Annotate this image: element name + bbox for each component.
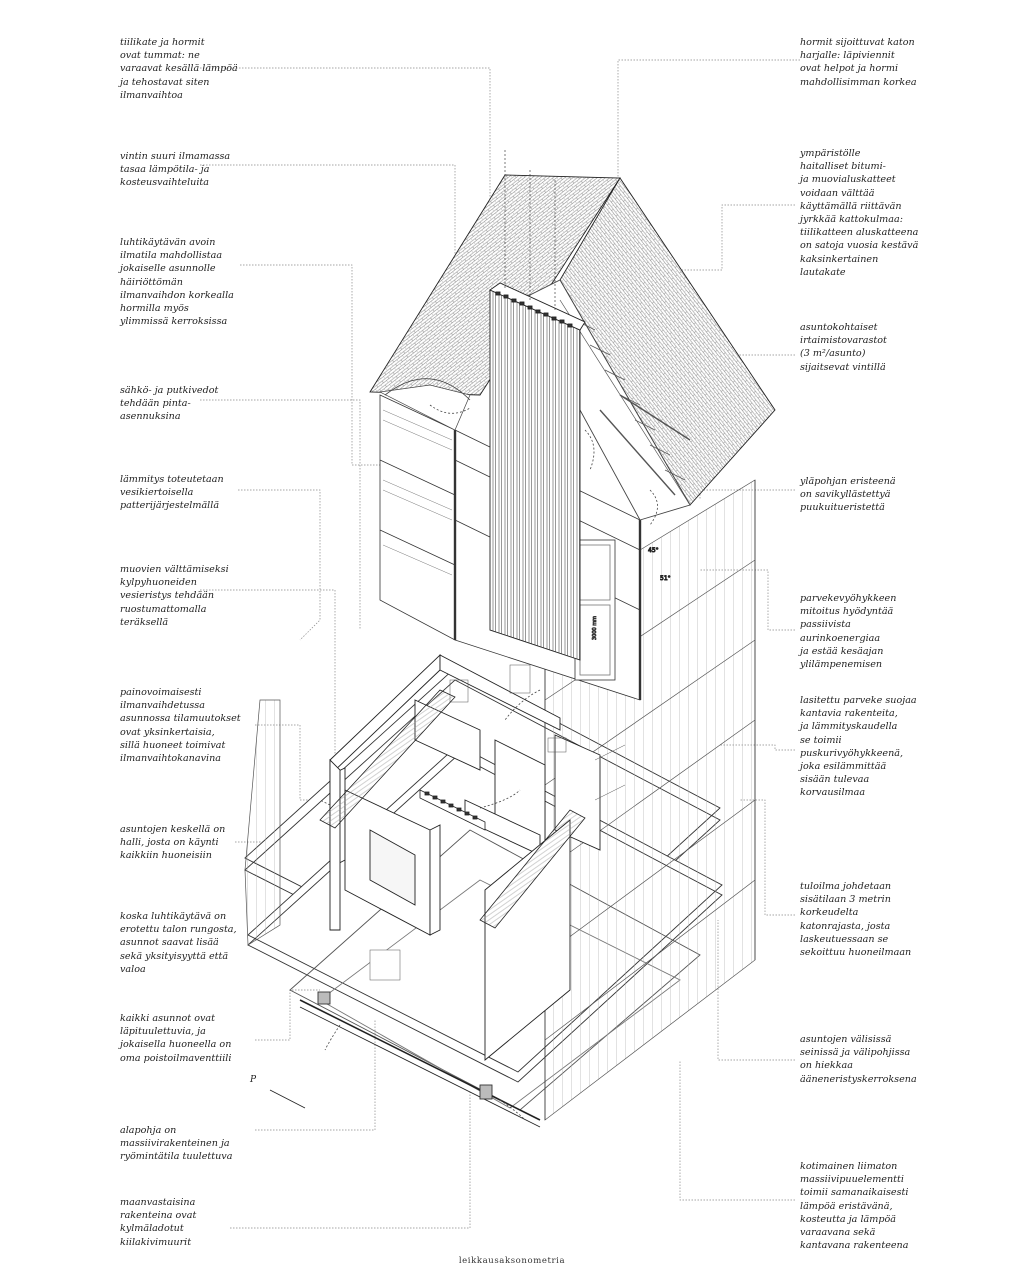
note-line: aurinkoenergiaa	[800, 632, 881, 644]
note-line: massiivipuuelementti	[800, 1174, 904, 1186]
note-line: sisätilaan 3 metrin	[800, 894, 891, 906]
left-note-6	[120, 563, 229, 629]
note-line: ja muovialuskatteet	[800, 174, 896, 186]
note-line: varaavana sekä	[800, 1227, 876, 1239]
note-line: jokaisella huoneella on	[120, 1039, 232, 1051]
note-line: lasitettu parveke suojaa	[800, 695, 917, 706]
note-line: seinissä ja välipohjissa	[800, 1047, 911, 1059]
note-line: patterijärjestelmällä	[120, 500, 220, 512]
note-line: sillä huoneet toimivat	[120, 739, 226, 751]
note-line: sijaitsevat vintillä	[800, 361, 886, 373]
left-note-9	[120, 910, 237, 976]
note-line: kaikkiin huoneisiin	[120, 850, 212, 862]
note-line: ovat yksinkertaisia,	[120, 726, 215, 738]
note-line: varaavat kesällä lämpöä	[120, 63, 238, 75]
note-line: lämmitys toteutetaan	[120, 474, 224, 485]
note-line: hormilla myös	[120, 303, 189, 315]
note-line: vesieristys tehdään	[120, 590, 215, 602]
note-line: koska luhtikäytävä on	[120, 911, 227, 922]
note-line: käyttämällä riittävän	[800, 200, 902, 212]
note-line: ruostumattomalla	[120, 603, 207, 615]
note-line: oma poistoilmaventtiili	[120, 1052, 232, 1064]
right-note-9	[800, 1160, 908, 1252]
note-line: teräksellä	[120, 616, 169, 628]
note-line: haitalliset bitumi-	[800, 161, 886, 173]
note-line: kiilakivimuurit	[120, 1236, 192, 1248]
note-line: mahdollisimman korkea	[800, 76, 917, 88]
note-line: valoa	[120, 963, 146, 975]
note-line: kylpyhuoneiden	[120, 577, 197, 589]
note-line: voidaan välttää	[800, 187, 875, 199]
dimension-label: 3000 mm	[592, 615, 598, 640]
right-note-4	[800, 475, 896, 515]
left-note-1	[120, 36, 238, 102]
note-line: tehdään pinta-	[120, 398, 191, 410]
note-line: lämpöä eristävänä,	[800, 1200, 893, 1212]
note-line: ilmanvaihdetussa	[120, 700, 205, 712]
note-line: tuloilma johdetaan	[800, 881, 892, 892]
left-note-11	[120, 1124, 232, 1164]
note-line: luhtikäytävän avoin	[120, 237, 216, 248]
angle-label-1: 45°	[648, 547, 659, 554]
note-line: häiriöttömän	[120, 276, 183, 288]
note-line: kantavia rakenteita,	[800, 708, 898, 720]
note-line: ilmanvaihdon korkealla	[120, 289, 234, 301]
note-line: painovoimaisesti	[120, 687, 202, 698]
note-line: asuntojen välisissä	[800, 1034, 892, 1045]
left-note-3	[120, 236, 234, 328]
note-line: puukuitueristettä	[800, 502, 885, 514]
note-line: ja lämmityskaudella	[800, 721, 898, 733]
note-line: parvekevyöhykkeen	[800, 593, 897, 604]
note-line: asuntojen keskellä on	[120, 824, 226, 835]
note-line: sekä yksityisyyttä että	[120, 950, 229, 962]
note-line: massiivirakenteinen ja	[120, 1138, 230, 1150]
note-line: yläpohjan eristeenä	[800, 476, 896, 487]
note-line: ovat helpot ja hormi	[800, 63, 899, 75]
note-line: on satoja vuosia kestävä	[800, 240, 919, 252]
note-line: passiivista	[800, 619, 851, 631]
left-note-7	[120, 686, 241, 765]
note-line: muovien välttämiseksi	[120, 564, 229, 575]
note-line: korkeudelta	[800, 907, 859, 919]
north-arrow	[249, 1075, 305, 1108]
right-note-7	[800, 880, 911, 959]
note-line: ovat tummat: ne	[120, 50, 200, 62]
note-line: ilmanvaihtoa	[120, 89, 183, 101]
note-line: on savikyllästettyä	[800, 489, 891, 501]
right-note-3	[800, 321, 887, 374]
note-line: rakenteina ovat	[120, 1210, 197, 1222]
left-note-5	[120, 473, 224, 513]
note-line: ylilämpenemisen	[800, 659, 883, 671]
note-line: laskeutuessaan se	[800, 933, 889, 945]
right-note-2	[800, 147, 918, 279]
note-line: jokaiselle asunnolle	[120, 263, 216, 275]
note-line: sekoittuu huoneilmaan	[800, 947, 912, 959]
drawing-caption: leikkausaksonometria	[458, 1256, 566, 1266]
note-line: kosteusvaihteluita	[120, 177, 209, 189]
note-line: ylimmissä kerroksissa	[120, 316, 228, 328]
note-line: puskurivyöhykkeenä,	[800, 747, 904, 759]
note-line: tiilikate ja hormit	[120, 37, 205, 48]
note-line: kotimainen liimaton	[800, 1161, 898, 1172]
angle-label-2: 51°	[660, 575, 671, 582]
note-line: halli, josta on käynti	[120, 837, 219, 849]
note-line: vintin suuri ilmamassa	[120, 151, 231, 162]
note-line: sisään tulevaa	[800, 774, 870, 786]
note-line: kantavana rakenteena	[800, 1240, 909, 1252]
note-line: sähkö- ja putkivedot	[120, 385, 219, 396]
right-note-5	[800, 592, 896, 671]
note-line: kosteutta ja lämpöä	[800, 1213, 896, 1225]
note-line: kylmäladotut	[120, 1223, 184, 1235]
note-line: asennuksina	[120, 411, 181, 423]
note-line: ääneneristyskerroksena	[800, 1073, 917, 1085]
note-line: asunnossa tilamuutokset	[120, 713, 241, 725]
note-line: asuntokohtaiset	[800, 322, 878, 333]
note-line: jyrkkää kattokulmaa:	[800, 214, 903, 226]
note-line: se toimii	[800, 734, 842, 746]
note-line: kaksinkertainen	[800, 253, 879, 265]
note-line: toimii samanaikaisesti	[800, 1187, 909, 1199]
left-note-2	[120, 150, 230, 190]
left-note-8	[120, 823, 225, 863]
note-line: asunnot saavat lisää	[120, 937, 219, 949]
note-line: joka esilämmittää	[800, 761, 887, 773]
note-line: erotettu talon rungosta,	[120, 924, 237, 936]
note-line: korvausilmaa	[800, 787, 866, 799]
note-line: (3 m²/asunto)	[800, 348, 866, 360]
note-line: ja tehostavat siten	[120, 76, 210, 88]
note-line: ympäristölle	[800, 148, 861, 159]
note-line: ryömintätila tuulettuva	[120, 1151, 233, 1163]
note-line: on hiekkaa	[800, 1060, 853, 1072]
note-line: tiilikatteen aluskatteena	[800, 227, 919, 239]
right-note-8	[800, 1033, 917, 1086]
left-note-12	[120, 1196, 196, 1249]
note-line: alapohja on	[120, 1125, 177, 1136]
north-arrow-label: P	[250, 1075, 257, 1085]
note-line: lautakate	[800, 266, 846, 278]
note-line: tasaa lämpötila- ja	[120, 164, 210, 176]
note-line: ja estää kesäajan	[800, 645, 884, 657]
left-note-10	[120, 1012, 231, 1065]
note-line: harjalle: läpiviennit	[800, 50, 895, 62]
left-note-4	[120, 384, 218, 424]
note-line: mitoitus hyödyntää	[800, 606, 894, 618]
note-line: ilmatila mahdollistaa	[120, 250, 223, 262]
note-line: irtaimistovarastot	[800, 335, 887, 347]
note-line: hormit sijoittuvat katon	[800, 37, 915, 48]
right-note-6	[800, 694, 917, 800]
note-line: vesikiertoisella	[120, 487, 194, 499]
note-line: maanvastaisina	[120, 1197, 196, 1208]
note-line: katonrajasta, josta	[800, 920, 891, 932]
note-line: läpituulettuvia, ja	[120, 1026, 206, 1038]
right-note-1	[800, 36, 917, 89]
note-line: ilmanvaihtokanavina	[120, 753, 221, 765]
note-line: kaikki asunnot ovat	[120, 1013, 215, 1024]
